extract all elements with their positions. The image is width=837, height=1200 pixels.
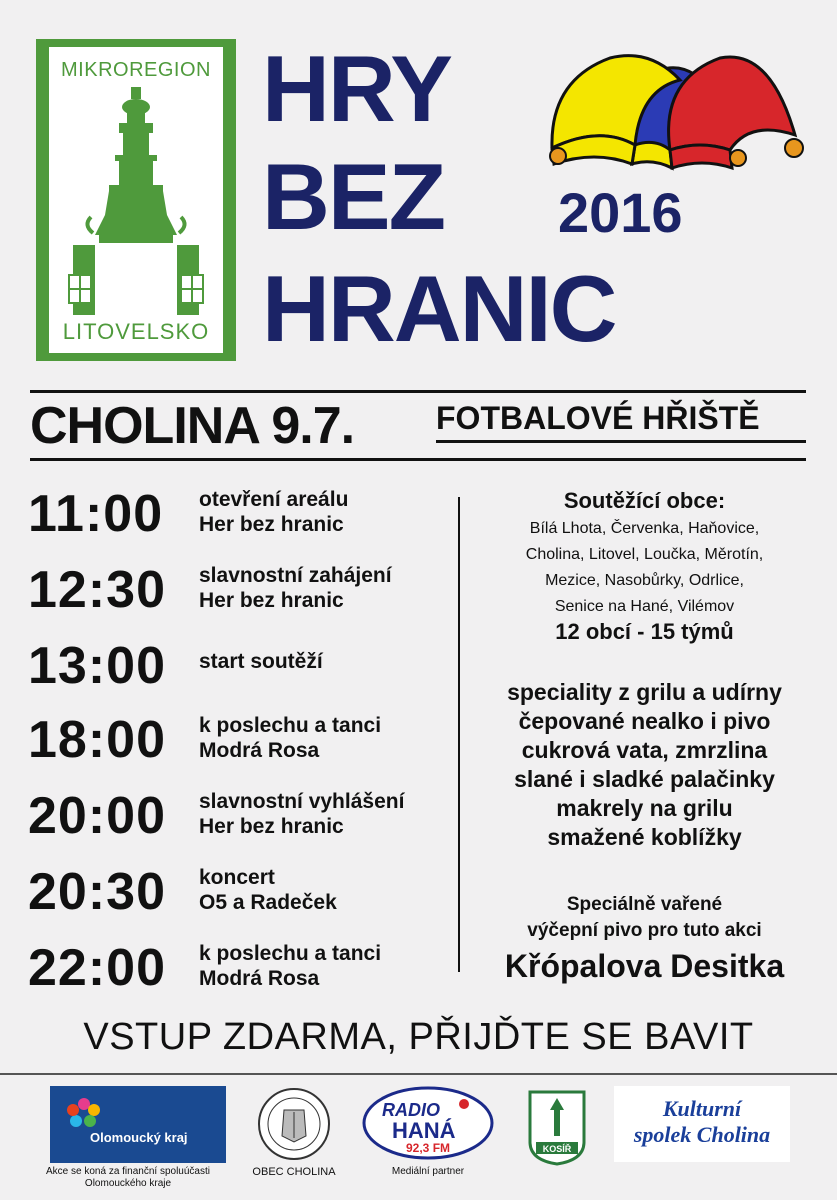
kulturni-line-1: Kulturní [662,1096,742,1121]
mikroregion-logo [36,39,236,361]
competitors-towns: Bílá Lhota, Červenka, Haňovice, Cholina, Litovel, Loučka, Měrotín, Mezice, Nasobůrky, Odrlice, Senice na Hané, Vilémov [525,520,764,615]
beer-name: Křópalova Desitka [504,948,785,984]
kulturni-spolek-logo [614,1086,790,1162]
competitors-heading: Soutěžící obce: [563,488,726,513]
schedule-desc: k poslechu a tanci Modrá Rosa [199,942,382,990]
obec-cholina-caption: OBEC CHOLINA [252,1166,336,1178]
footer-slogan: VSTUP ZDARMA, PŘIJĎTE SE BAVIT [83,1016,754,1058]
top-rule [30,390,806,393]
obec-cholina-seal-icon [256,1086,332,1162]
schedule-desc: slavnostní zahájení Her bez hranic [199,564,392,612]
footer-rule [0,1073,837,1075]
beer-text: Speciálně vařené výčepní pivo pro tuto akci [527,894,762,941]
schedule-time: 13:00 [28,637,166,695]
kosir-name: KOSÍŘ [542,1144,572,1154]
radio-caption: Mediální partner [391,1166,465,1177]
event-venue: FOTBALOVÉ HŘIŠTĚ [436,400,760,436]
food-list: speciality z grilu a udírny čepované nealko i pivo cukrová vata, zmrzlina slané i sladké palačinky makrely na grilu smažené koblížky [507,679,782,850]
jester-hat-icon [540,40,810,180]
bottom-rule [30,458,806,461]
event-place: CHOLINA 9.7. [30,397,355,455]
tower-icon [49,85,223,315]
radio-name-1: RADIO [382,1100,440,1120]
competitors-count: 12 obcí - 15 týmů [555,619,734,644]
venue-underline [436,440,806,443]
schedule-desc: otevření areálu Her bez hranic [199,488,349,536]
flower-icon [64,1096,104,1130]
schedule-time: 20:00 [28,787,166,845]
logo-bottom-text: LITOVELSKO [62,319,210,344]
schedule-time: 22:00 [28,939,166,997]
radio-frequency: 92,3 FM [406,1141,451,1155]
olomoucky-kraj-logo [50,1086,226,1163]
title-line-3: HRANIC [262,256,616,361]
schedule-time: 11:00 [28,485,164,543]
schedule-desc: k poslechu a tanci Modrá Rosa [199,714,382,762]
schedule-desc: koncert O5 a Radeček [199,866,337,914]
title-line-2: BEZ [262,144,444,249]
olomoucky-caption: Akce se koná za finanční spoluúčasti Olomouckého kraje [46,1166,210,1189]
title-year: 2016 [558,181,683,244]
schedule-desc: slavnostní vyhlášení Her bez hranic [199,790,405,838]
schedule-time: 20:30 [28,863,166,921]
olomoucky-kraj-name: Olomoucký kraj [90,1130,188,1145]
title-line-1: HRY [262,36,451,141]
column-divider [458,497,460,972]
kosir-logo [526,1086,588,1166]
schedule-desc: start soutěží [199,650,323,673]
kulturni-line-2: spolek Cholina [633,1122,771,1147]
radio-hana-logo [362,1086,494,1160]
radio-name-2: HANÁ [392,1118,456,1143]
schedule-time: 12:30 [28,561,166,619]
schedule-time: 18:00 [28,711,166,769]
logo-top-text: MIKROREGION [61,59,211,81]
